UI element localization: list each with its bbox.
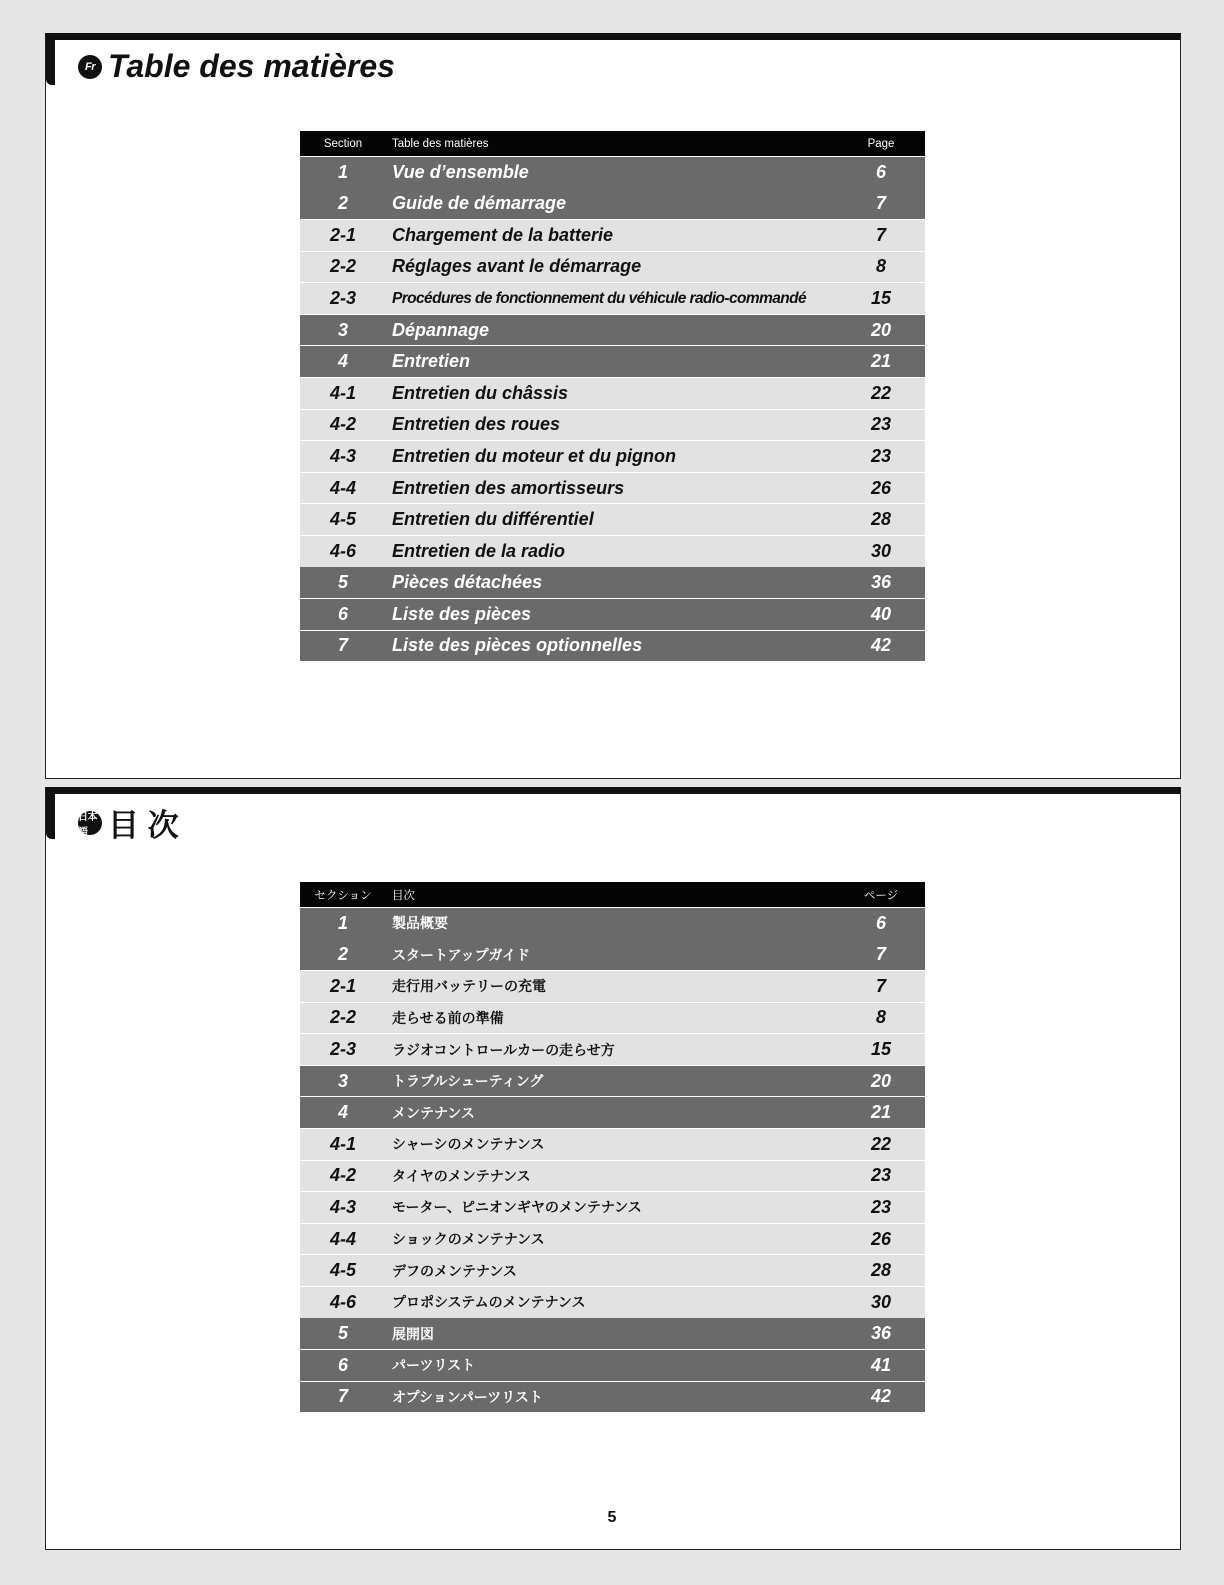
toc-page-number: 15 <box>870 1039 892 1060</box>
toc-page-number: 8 <box>875 256 886 277</box>
toc-entry-title: Entretien <box>392 351 471 372</box>
toc-entry-title: 展開図 <box>392 1325 434 1342</box>
french-toc-table <box>300 131 925 661</box>
toc-row <box>300 283 925 314</box>
toc-page-number: 22 <box>870 1133 892 1154</box>
japanese-title: 目 次 <box>108 808 179 843</box>
table-header <box>300 882 925 907</box>
toc-section-number: 4-1 <box>329 1133 356 1154</box>
toc-row <box>300 567 925 598</box>
toc-section-number: 4-5 <box>329 509 356 530</box>
toc-row <box>300 252 925 283</box>
toc-entry-title: タイヤのメンテナンス <box>392 1167 531 1184</box>
toc-row <box>300 1003 925 1034</box>
toc-section-number: 2-1 <box>329 224 356 245</box>
toc-entry-title: オプションパーツリスト <box>392 1388 543 1405</box>
toc-section-number: 1 <box>337 912 348 933</box>
toc-page-number: 26 <box>870 1228 892 1249</box>
toc-entry-title: シャーシのメンテナンス <box>392 1136 545 1153</box>
toc-page-number: 40 <box>870 603 892 624</box>
toc-row <box>300 220 925 251</box>
toc-entry-title: Chargement de la batterie <box>392 224 614 245</box>
toc-row <box>300 346 925 377</box>
toc-page-number: 36 <box>870 572 892 593</box>
french-toc-panel <box>45 33 1181 779</box>
toc-section-number: 2 <box>337 193 348 214</box>
header-title: Table des matières <box>392 137 489 150</box>
toc-section-number: 5 <box>337 572 348 593</box>
toc-entry-title: モーター、ピニオンギヤのメンテナンス <box>392 1199 642 1216</box>
toc-section-number: 6 <box>337 603 348 624</box>
toc-entry-title: Vue d’ensemble <box>392 161 529 182</box>
page-number: 5 <box>607 1509 617 1526</box>
toc-page-number: 41 <box>870 1354 892 1375</box>
toc-entry-title: Liste des pièces optionnelles <box>392 635 643 656</box>
toc-row <box>300 1287 925 1318</box>
toc-entry-title: ラジオコントロールカーの走らせ方 <box>392 1041 615 1058</box>
toc-page-number: 7 <box>875 193 886 214</box>
toc-page-number: 15 <box>870 288 892 309</box>
panel-corner-bracket <box>46 787 55 839</box>
toc-page-number: 42 <box>870 1386 892 1407</box>
toc-section-number: 3 <box>337 319 348 340</box>
toc-entry-title: Pièces détachées <box>392 572 543 593</box>
toc-page-number: 23 <box>870 1196 892 1217</box>
toc-entry-title: Liste des pièces <box>392 603 532 624</box>
japanese-heading <box>78 800 179 845</box>
toc-section-number: 2-3 <box>329 288 356 309</box>
toc-entry-title: 製品概要 <box>392 915 448 932</box>
toc-page-number: 6 <box>875 161 886 182</box>
header-page: ページ <box>863 889 899 902</box>
table-header <box>300 131 925 156</box>
toc-page-number: 22 <box>870 382 892 403</box>
toc-row <box>300 1066 925 1097</box>
toc-entry-title: プロポシステムのメンテナンス <box>392 1294 586 1311</box>
toc-row <box>300 1192 925 1223</box>
toc-row <box>300 1350 925 1381</box>
french-toc-rows <box>300 157 925 661</box>
toc-entry-title: 走行用バッテリーの充電 <box>392 978 546 995</box>
japanese-language-badge-icon: 日本語 <box>78 811 102 835</box>
toc-entry-title: デフのメンテナンス <box>392 1262 517 1279</box>
toc-section-number: 4-4 <box>329 477 356 498</box>
toc-page-number: 23 <box>870 445 892 466</box>
header-title: 目次 <box>392 889 415 902</box>
toc-page-number: 21 <box>870 1102 892 1123</box>
toc-entry-title: ショックのメンテナンス <box>392 1231 545 1248</box>
french-language-badge-icon: Fr <box>78 55 102 79</box>
toc-section-number: 4-2 <box>329 414 356 435</box>
toc-row <box>300 1382 925 1413</box>
header-section: Section <box>323 137 363 150</box>
toc-entry-title: Entretien des roues <box>392 414 561 435</box>
japanese-toc-table <box>300 882 925 1412</box>
toc-entry-title: トラブルシューティング <box>392 1073 544 1090</box>
toc-section-number: 2-2 <box>329 1007 356 1028</box>
toc-row <box>300 157 925 188</box>
toc-page-number: 23 <box>870 414 892 435</box>
toc-entry-title: パーツリスト <box>392 1357 476 1374</box>
toc-row <box>300 939 925 970</box>
toc-entry-title: Entretien de la radio <box>392 540 566 561</box>
toc-page-number: 28 <box>870 509 892 530</box>
toc-entry-title: メンテナンス <box>392 1104 475 1121</box>
toc-page-number: 42 <box>870 635 892 656</box>
toc-row <box>300 188 925 219</box>
toc-page-number: 26 <box>870 477 892 498</box>
toc-row <box>300 410 925 441</box>
toc-entry-title: Guide de démarrage <box>392 193 567 214</box>
toc-section-number: 4-5 <box>329 1260 356 1281</box>
toc-page-number: 30 <box>870 1291 892 1312</box>
toc-row <box>300 908 925 939</box>
toc-entry-title: Entretien des amortisseurs <box>392 477 625 498</box>
toc-page-number: 21 <box>870 351 892 372</box>
toc-section-number: 4-3 <box>329 445 356 466</box>
toc-row <box>300 1318 925 1349</box>
toc-section-number: 4-6 <box>329 1291 356 1312</box>
toc-section-number: 6 <box>337 1354 348 1375</box>
toc-section-number: 4-3 <box>329 1196 356 1217</box>
french-title: Table des matières <box>108 48 395 84</box>
toc-section-number: 5 <box>337 1323 348 1344</box>
toc-section-number: 2-1 <box>329 975 356 996</box>
toc-entry-title: Entretien du châssis <box>392 382 569 403</box>
toc-section-number: 4-4 <box>329 1228 356 1249</box>
japanese-toc-panel <box>45 787 1181 1550</box>
toc-page-number: 7 <box>875 944 886 965</box>
toc-entry-title: Dépannage <box>392 319 490 340</box>
toc-page-number: 8 <box>875 1007 886 1028</box>
toc-page-number: 7 <box>875 975 886 996</box>
toc-page-number: 7 <box>875 224 886 245</box>
toc-section-number: 7 <box>337 635 348 656</box>
french-heading <box>78 48 395 85</box>
toc-section-number: 4-6 <box>329 540 356 561</box>
toc-entry-title: Réglages avant le démarrage <box>392 256 642 277</box>
toc-section-number: 7 <box>337 1386 348 1407</box>
toc-row <box>300 1097 925 1128</box>
toc-section-number: 3 <box>337 1070 348 1091</box>
toc-row <box>300 1034 925 1065</box>
toc-section-number: 4-2 <box>329 1165 356 1186</box>
toc-row <box>300 599 925 630</box>
toc-row <box>300 971 925 1002</box>
toc-row <box>300 536 925 567</box>
toc-page-number: 28 <box>870 1260 892 1281</box>
toc-section-number: 4 <box>337 1102 348 1123</box>
toc-row <box>300 631 925 662</box>
toc-entry-title: スタートアップガイド <box>392 946 531 963</box>
toc-row <box>300 1129 925 1160</box>
toc-row <box>300 1161 925 1192</box>
toc-entry-title: Entretien du moteur et du pignon <box>392 445 676 466</box>
panel-corner-bracket <box>46 33 55 85</box>
toc-row <box>300 1224 925 1255</box>
toc-row <box>300 473 925 504</box>
toc-entry-title: Entretien du différentiel <box>392 509 594 530</box>
toc-row <box>300 1255 925 1286</box>
toc-section-number: 4-1 <box>329 382 356 403</box>
toc-section-number: 1 <box>337 161 348 182</box>
toc-section-number: 2-2 <box>329 256 356 277</box>
toc-section-number: 2-3 <box>329 1039 356 1060</box>
toc-row <box>300 504 925 535</box>
header-section: セクション <box>314 889 372 902</box>
header-page: Page <box>867 137 895 150</box>
toc-entry-title: Procédures de fonctionnement du véhicule radio-commandé <box>392 289 807 307</box>
toc-page-number: 20 <box>870 319 892 340</box>
toc-section-number: 4 <box>337 351 348 372</box>
toc-page-number: 36 <box>870 1323 892 1344</box>
toc-row <box>300 315 925 346</box>
toc-page-number: 23 <box>870 1165 892 1186</box>
toc-entry-title: 走らせる前の準備 <box>392 1009 504 1026</box>
toc-page-number: 6 <box>875 912 886 933</box>
toc-row <box>300 441 925 472</box>
toc-row <box>300 378 925 409</box>
toc-page-number: 20 <box>870 1070 892 1091</box>
toc-section-number: 2 <box>337 944 348 965</box>
japanese-toc-rows <box>300 908 925 1412</box>
toc-page-number: 30 <box>870 540 892 561</box>
